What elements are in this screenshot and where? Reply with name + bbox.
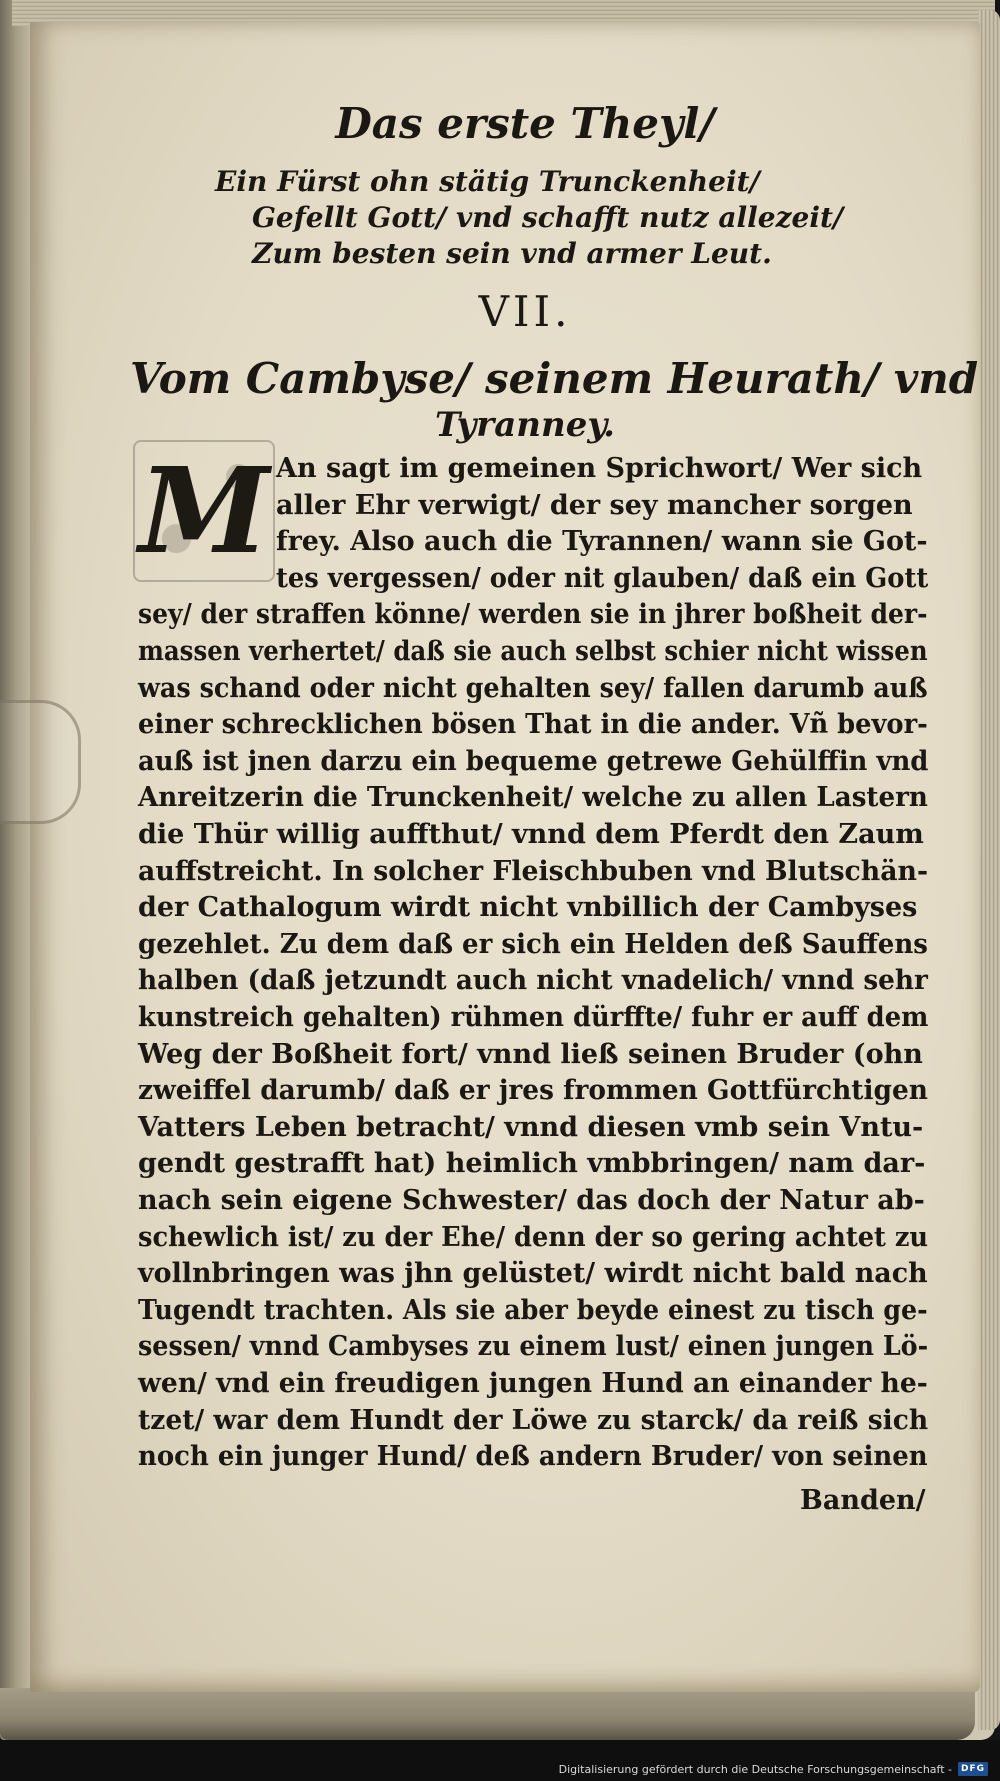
body-line: was schand oder nicht gehalten sey/ fallen darumb auß	[138, 673, 928, 704]
body-line: auffstreicht. In solcher Fleischbuben vnd Blutschän-	[138, 856, 929, 887]
body-line: zweiffel darumb/ daß er jres frommen Gottfürchtigen	[138, 1075, 928, 1106]
body-line: Tugendt trachten. Als sie aber beyde einest zu tisch ge-	[138, 1295, 928, 1326]
body-line: tes vergessen/ oder nit glauben/ daß ein Gott	[276, 563, 929, 594]
dfg-logo: DFG	[958, 1762, 988, 1776]
chapter-title-line-1: Vom Cambyse/ seinem Heurath/ vnd	[130, 354, 979, 403]
body-line: Anreitzerin die Trunckenheit/ welche zu allen Lastern	[138, 782, 928, 813]
body-line: nach sein eigene Schwester/ das doch der Natur ab-	[138, 1185, 925, 1216]
book-spine	[0, 0, 34, 1700]
body-line: An sagt im gemeinen Sprichwort/ Wer sich	[276, 453, 923, 484]
chapter-number: VII.	[478, 287, 572, 336]
book-edge-bottom	[0, 1688, 975, 1740]
body-line: die Thür willig auffthut/ vnnd dem Pferdt den Zaum	[138, 819, 924, 850]
body-line: frey. Also auch die Tyrannen/ wann sie Got-	[276, 526, 928, 557]
body-line: Weg der Boßheit fort/ vnnd ließ seinen Bruder (ohn	[138, 1039, 923, 1070]
motto-line-1: Ein Fürst ohn stätig Trunckenheit/	[215, 165, 760, 198]
body-line: Vatters Leben betracht/ vnnd diesen vmb sein Vntu-	[138, 1112, 924, 1143]
page-clip	[0, 700, 81, 824]
body-line: einer schrecklichen bösen That in die ander. Vñ bevor-	[138, 709, 928, 740]
body-line: sey/ der straffen könne/ werden sie in jhrer boßheit der-	[138, 599, 928, 630]
chapter-title-line-2: Tyranney.	[434, 405, 616, 445]
body-line: vollnbringen was jhn gelüstet/ wirdt nicht bald nach	[138, 1258, 928, 1289]
body-line: auß ist jnen darzu ein bequeme getrewe Gehülffin vnd	[138, 746, 929, 777]
body-line: massen verhertet/ daß sie auch selbst schier nicht wissen	[138, 636, 928, 667]
body-line: kunstreich gehalten) rühmen dürffte/ fuhr er auff dem	[138, 1002, 929, 1033]
body-line: aller Ehr verwigt/ der sey mancher sorgen	[276, 490, 913, 521]
catchword: Banden/	[800, 1485, 926, 1516]
body-line: noch ein junger Hund/ deß andern Bruder/ von seinen	[138, 1441, 928, 1472]
running-head: Das erste Theyl/	[335, 99, 715, 148]
body-line: wen/ vnd ein freudigen jungen Hund an einander he-	[138, 1368, 928, 1399]
body-line: halben (daß jetzundt auch nicht vnadelich/ vnnd sehr	[138, 965, 928, 996]
book-edge-right	[978, 10, 1000, 1730]
body-line: gendt gestrafft hat) heimlich vmbbringen/ nam dar-	[138, 1148, 926, 1179]
body-line: tzet/ war dem Hundt der Löwe zu starck/ da reiß sich	[138, 1405, 929, 1436]
body-line: gezehlet. Zu dem daß er sich ein Helden deß Sauffens	[138, 929, 928, 960]
motto-line-2: Gefellt Gott/ vnd schafft nutz allezeit/	[252, 201, 844, 234]
body-line: der Cathalogum wirdt nicht vnbillich der Cambyses	[138, 892, 918, 923]
body-line: schewlich ist/ zu der Ehe/ denn der so gering achtet zu	[138, 1222, 929, 1253]
digitization-credit: Digitalisierung gefördert durch die Deutsche Forschungsgemeinschaft -	[558, 1763, 952, 1776]
body-line: sessen/ vnnd Cambyses zu einem lust/ einen jungen Lö-	[138, 1331, 929, 1362]
motto-line-3: Zum besten sein vnd armer Leut.	[252, 237, 772, 270]
decorated-initial: M	[133, 440, 275, 582]
